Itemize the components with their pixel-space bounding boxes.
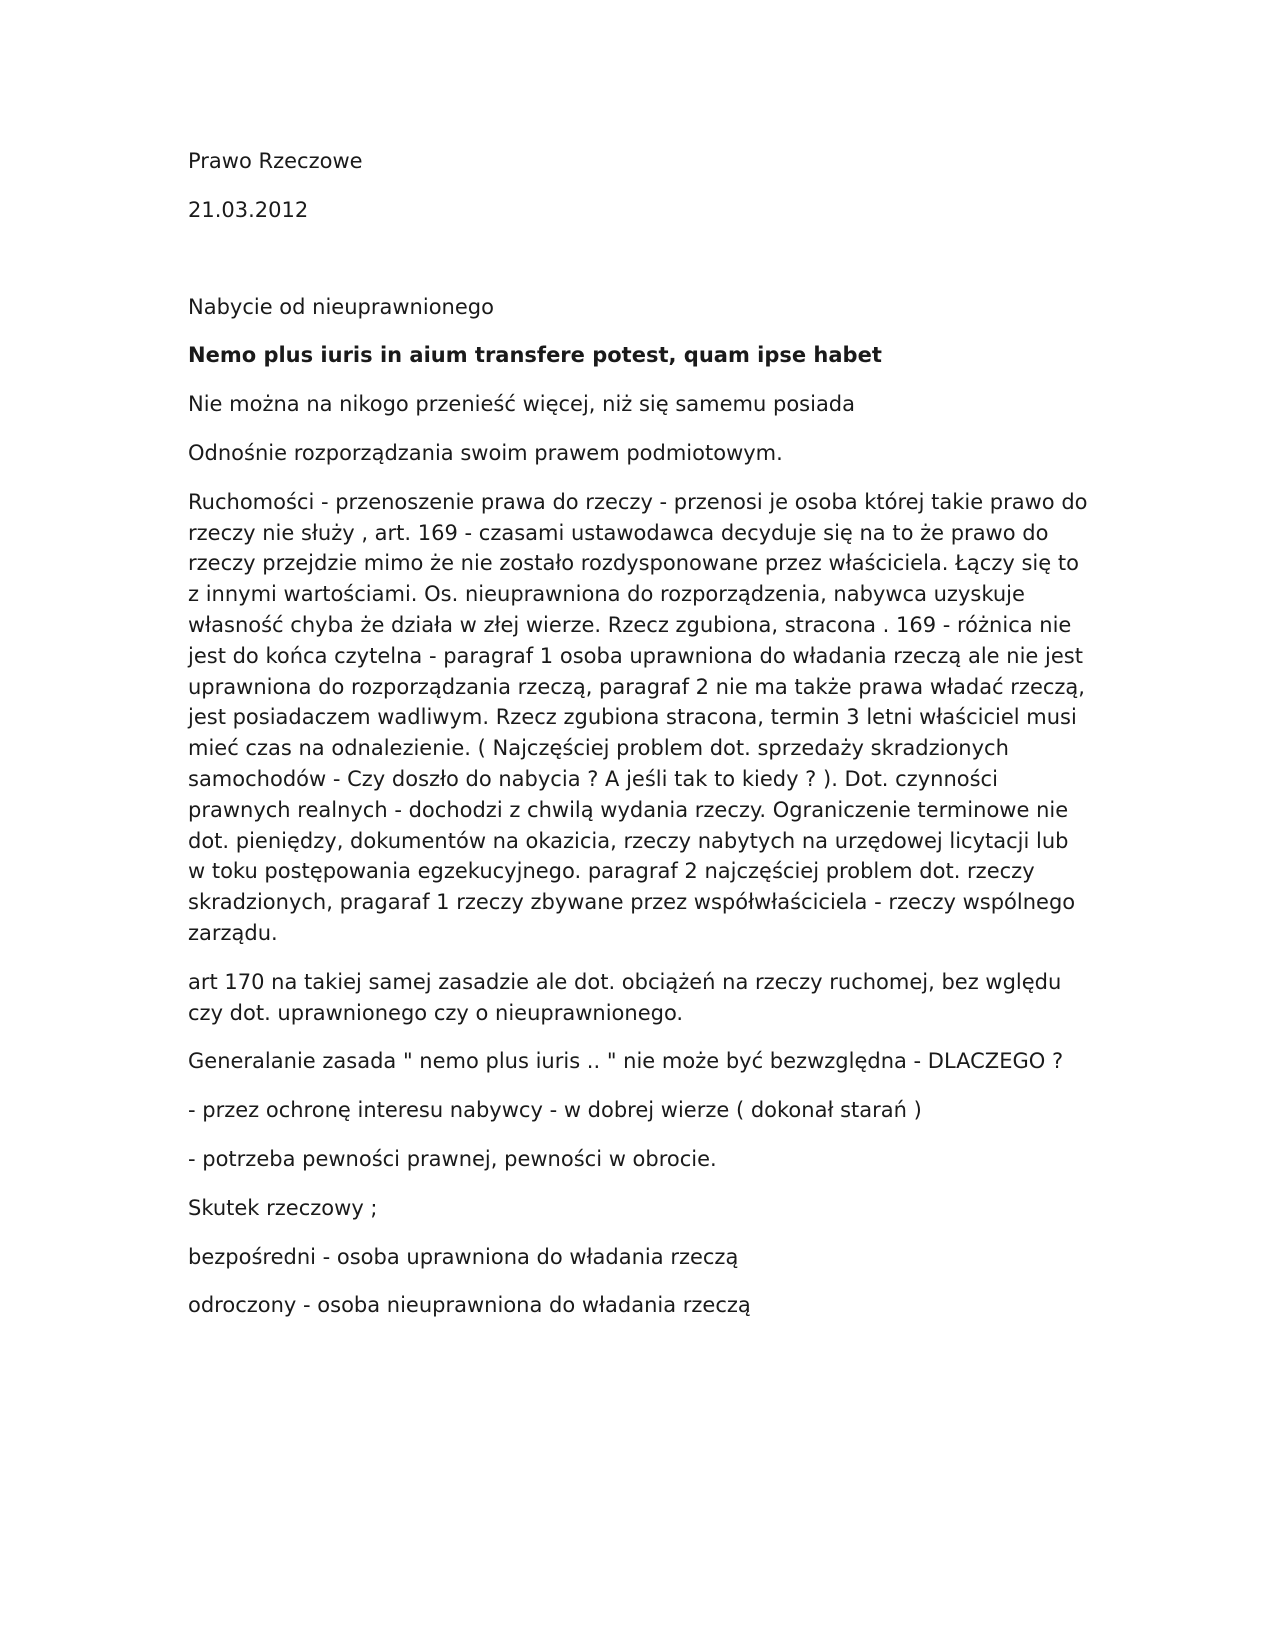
paragraph: Generalanie zasada " nemo plus iuris .. " nie może być bezwzględna - DLACZEGO ?	[188, 1049, 1064, 1074]
list-point: - przez ochronę interesu nabywcy - w dobrej wierze ( dokonał starań )	[188, 1098, 922, 1123]
paragraph: Nie można na nikogo przenieść więcej, niż się samemu posiada	[188, 392, 856, 417]
document-date: 21.03.2012	[188, 197, 309, 222]
definition-line: odroczony - osoba nieuprawniona do władania rzeczą	[188, 1293, 751, 1318]
paragraph: Skutek rzeczowy ;	[188, 1195, 378, 1220]
blank-line	[188, 244, 1088, 292]
paragraph: art 170 na takiej samej zasadzie ale dot. obciążeń na rzeczy ruchomej, bez wględu czy dot. uprawnionego czy o nieuprawnionego.	[188, 969, 1062, 1025]
list-point: - potrzeba pewności prawnej, pewności w obrocie.	[188, 1146, 717, 1171]
document-title: Prawo Rzeczowe	[188, 149, 363, 173]
section-topic: Nabycie od nieuprawnionego	[188, 294, 494, 319]
document-body	[188, 146, 1088, 1339]
paragraph: Ruchomości - przenoszenie prawa do rzeczy - przenosi je osoba której takie prawo do rzeczy nie służy , art. 169 - czasami ustawodawca decyduje się na to że prawo do rzeczy przejdzie mimo że nie zostało rozdysponowane przez właściciela. Łączy się to z innymi wartościami. Os. nieuprawniona do rozporządzenia, nabywca uzyskuje własność chyba że działa w złej wierze. Rzecz zgubiona, stracona . 169 - różnica nie jest do końca czytelna - paragraf 1 osoba uprawniona do władania rzeczą ale nie jest uprawniona do rozporządzania rzeczą, paragraf 2 nie ma także prawa władać rzeczą, jest posiadaczem wadliwym. Rzecz zgubiona stracona, termin 3 letni właściciel musi mieć czas na odnalezienie. ( Najczęściej problem dot. sprzedaży skradzionych samochodów - Czy doszło do nabycia ? A jeśli tak to kiedy ? ). Dot. czynności prawnych realnych - dochodzi z chwilą wydania rzeczy. Ograniczenie terminowe nie dot. pieniędzy, dokumentów na okazicia, rzeczy nabytych na urzędowej licytacji lub w toku postępowania egzekucyjnego. paragraf 2 najczęściej problem dot. rzeczy skradzionych, pragaraf 1 rzeczy zbywane przez współwłaściciela - rzeczy wspólnego zarządu.	[188, 489, 1088, 945]
paragraph: Odnośnie rozporządzania swoim prawem podmiotowym.	[188, 440, 783, 465]
latin-maxim: Nemo plus iuris in aium transfere potest, quam ipse habet	[188, 343, 882, 368]
definition-line: bezpośredni - osoba uprawniona do władania rzeczą	[188, 1244, 739, 1269]
